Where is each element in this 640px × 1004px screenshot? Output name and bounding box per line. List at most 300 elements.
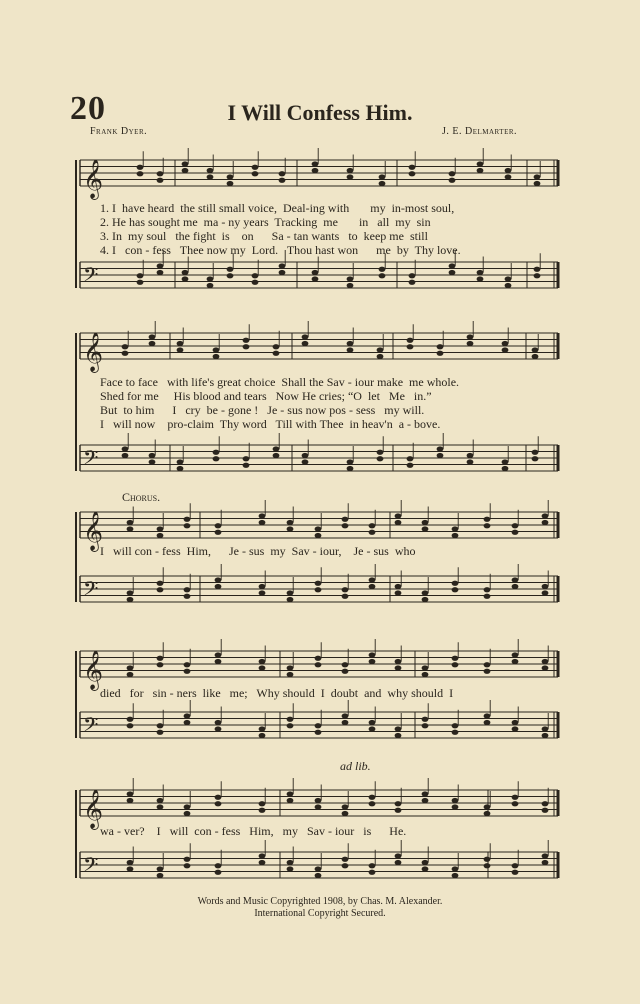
system-2-treble-notehead bbox=[213, 354, 220, 359]
system-4-treble-notehead bbox=[215, 659, 222, 664]
system-2-treble-notehead bbox=[437, 351, 444, 356]
system-4-treble-notehead bbox=[512, 652, 519, 657]
system-5-treble-notehead bbox=[452, 798, 459, 803]
system-4-treble-notehead bbox=[422, 672, 429, 677]
system-5-treble-notehead bbox=[127, 791, 134, 796]
system-2-treble-notehead bbox=[149, 334, 156, 339]
system-5-treble-notehead bbox=[484, 811, 491, 816]
bass-clef: 𝄢 bbox=[83, 446, 99, 474]
ad-lib-marking: ad lib. bbox=[340, 759, 371, 773]
system-2-treble-notehead bbox=[502, 347, 509, 352]
system-2-treble-notehead bbox=[213, 347, 220, 352]
system-1-treble-notehead bbox=[227, 174, 234, 179]
system-3-treble-notehead bbox=[215, 530, 222, 535]
bass-clef: 𝄢 bbox=[83, 853, 99, 881]
system-3-treble-notehead bbox=[127, 526, 134, 531]
verse-4-line-a: 4. I con - fess Thee now my Lord. Thou hast won me by Thy love. bbox=[100, 243, 461, 257]
system-1-bass-notehead bbox=[207, 276, 214, 281]
bass-clef: 𝄢 bbox=[83, 713, 99, 741]
system-3-treble-notehead bbox=[369, 530, 376, 535]
chorus-label: Chorus. bbox=[122, 490, 161, 504]
system-2-bass-notehead bbox=[149, 453, 156, 458]
system-4-treble-notehead bbox=[127, 672, 134, 677]
system-2-treble-notehead bbox=[377, 354, 384, 359]
system-2-treble-notehead bbox=[177, 347, 184, 352]
system-3-treble-notehead bbox=[395, 513, 402, 518]
system-2-treble-notehead bbox=[243, 338, 250, 343]
system-3-bass-notehead bbox=[369, 577, 376, 582]
chorus-line-2: died for sin - ners like me; Why should I doubt and why should I bbox=[100, 686, 454, 700]
system-2-bass-notehead bbox=[377, 456, 384, 461]
system-5-bass-notehead bbox=[395, 860, 402, 865]
system-1-bass-notehead bbox=[137, 280, 144, 285]
system-5-treble-notehead bbox=[422, 798, 429, 803]
system-4-bass-notehead bbox=[484, 713, 491, 718]
system-2-treble-notehead bbox=[407, 338, 414, 343]
system-2-bass-notehead bbox=[347, 466, 354, 471]
system-5-bass-notehead bbox=[369, 870, 376, 875]
system-5-bass-notehead bbox=[342, 857, 349, 862]
system-5-treble-notehead bbox=[342, 811, 349, 816]
system-4-treble-notehead bbox=[452, 656, 459, 661]
system-4-bass-notehead bbox=[369, 720, 376, 725]
system-4-bass-notehead bbox=[395, 726, 402, 731]
system-3-treble-notehead bbox=[259, 513, 266, 518]
system-3-treble-notehead bbox=[542, 520, 549, 525]
system-3-treble-notehead bbox=[452, 526, 459, 531]
system-5-bass-notehead bbox=[157, 873, 164, 878]
system-1-bass-notehead bbox=[157, 270, 164, 275]
system-4-bass-notehead bbox=[184, 720, 191, 725]
system-4-bass-notehead bbox=[512, 726, 519, 731]
copyright-line-2: International Copyright Secured. bbox=[254, 908, 386, 919]
system-1-bass-notehead bbox=[379, 273, 386, 278]
system-1-bass-notehead bbox=[347, 276, 354, 281]
system-1-bass-notehead bbox=[505, 283, 512, 288]
system-4-treble-notehead bbox=[259, 665, 266, 670]
system-3-treble-notehead bbox=[484, 523, 491, 528]
system-3-bass-notehead bbox=[157, 587, 164, 592]
hymn-title: I Will Confess Him. bbox=[227, 100, 413, 125]
system-3-bass-notehead bbox=[452, 587, 459, 592]
system-5-treble-notehead bbox=[259, 801, 266, 806]
system-2-treble-notehead bbox=[273, 351, 280, 356]
system-3-bass-notehead bbox=[315, 581, 322, 586]
system-4-treble-notehead bbox=[215, 652, 222, 657]
system-4-bass-notehead bbox=[369, 726, 376, 731]
system-4-bass-notehead bbox=[287, 717, 294, 722]
system-1-bass-notehead bbox=[409, 273, 416, 278]
system-3-bass-notehead bbox=[369, 584, 376, 589]
system-2-bass-notehead bbox=[213, 456, 220, 461]
system-5-bass-notehead bbox=[452, 866, 459, 871]
system-5-bass-notehead bbox=[452, 873, 459, 878]
chorus-line-3: wa - ver? I will con - fess Him, my Sav - iour is He. bbox=[100, 824, 407, 838]
system-5-treble-notehead bbox=[542, 808, 549, 813]
system-2-treble-notehead bbox=[302, 334, 309, 339]
system-2-treble-notehead bbox=[532, 347, 539, 352]
system-2-bass-notehead bbox=[347, 459, 354, 464]
system-5-treble-notehead bbox=[259, 808, 266, 813]
system-1-bass-notehead bbox=[449, 263, 456, 268]
system-3-bass-notehead bbox=[512, 577, 519, 582]
system-1-treble-notehead bbox=[252, 165, 259, 170]
system-3-bass-notehead bbox=[215, 577, 222, 582]
system-2-treble-notehead bbox=[502, 341, 509, 346]
system-4-bass-notehead bbox=[215, 726, 222, 731]
system-2-bass-notehead bbox=[273, 453, 280, 458]
system-5-treble-notehead bbox=[369, 795, 376, 800]
system-4-treble-notehead bbox=[452, 662, 459, 667]
verse-2-line-b: Shed for me His blood and tears Now He cries; “O let Me in.” bbox=[100, 389, 432, 403]
system-4-treble-notehead bbox=[484, 669, 491, 674]
system-3-treble-notehead bbox=[184, 517, 191, 522]
treble-clef: 𝄞 bbox=[83, 650, 104, 690]
system-3-bass-notehead bbox=[287, 597, 294, 602]
system-5-bass-notehead bbox=[342, 863, 349, 868]
system-1-bass-notehead bbox=[409, 280, 416, 285]
system-4-treble-notehead bbox=[484, 662, 491, 667]
system-5-bass-notehead bbox=[184, 863, 191, 868]
system-1-treble-notehead bbox=[409, 165, 416, 170]
system-2-bass-notehead bbox=[532, 456, 539, 461]
system-2-treble-notehead bbox=[273, 344, 280, 349]
system-3-bass-notehead bbox=[157, 581, 164, 586]
system-2-bass-notehead bbox=[213, 450, 220, 455]
system-2-bass-notehead bbox=[122, 446, 129, 451]
system-1-treble-notehead bbox=[409, 171, 416, 176]
system-3-bass-notehead bbox=[452, 581, 459, 586]
system-2-treble-notehead bbox=[122, 351, 129, 356]
system-3-bass-notehead bbox=[184, 594, 191, 599]
system-4-treble-notehead bbox=[422, 665, 429, 670]
system-3-bass-notehead bbox=[259, 590, 266, 595]
system-2-bass-notehead bbox=[243, 463, 250, 468]
system-3-treble-notehead bbox=[422, 520, 429, 525]
system-1-bass-notehead bbox=[312, 270, 319, 275]
system-5-bass-notehead bbox=[259, 853, 266, 858]
system-5-bass-notehead bbox=[287, 860, 294, 865]
system-3-treble-notehead bbox=[342, 517, 349, 522]
system-5-bass-notehead bbox=[484, 857, 491, 862]
system-3-bass-notehead bbox=[422, 590, 429, 595]
system-4-treble-notehead bbox=[157, 662, 164, 667]
system-3-bass-notehead bbox=[484, 594, 491, 599]
system-1-treble-notehead bbox=[477, 168, 484, 173]
system-2-treble-notehead bbox=[437, 344, 444, 349]
system-1-bass-notehead bbox=[477, 270, 484, 275]
system-4-bass-notehead bbox=[259, 733, 266, 738]
system-2-treble-notehead bbox=[532, 354, 539, 359]
system-1-treble-notehead bbox=[157, 171, 164, 176]
system-2-bass-notehead bbox=[177, 459, 184, 464]
system-5-treble-notehead bbox=[422, 791, 429, 796]
system-5-bass-notehead bbox=[542, 853, 549, 858]
system-2-bass-notehead bbox=[302, 459, 309, 464]
system-3-treble-notehead bbox=[484, 517, 491, 522]
system-3-bass-notehead bbox=[259, 584, 266, 589]
system-4-bass-notehead bbox=[127, 723, 134, 728]
system-5-treble-notehead bbox=[184, 804, 191, 809]
system-5-bass-notehead bbox=[157, 866, 164, 871]
system-5-bass-notehead bbox=[422, 860, 429, 865]
system-1-treble-notehead bbox=[347, 174, 354, 179]
system-4-bass-notehead bbox=[127, 717, 134, 722]
system-5-bass-notehead bbox=[127, 860, 134, 865]
system-1-bass-notehead bbox=[347, 283, 354, 288]
composer-credit: J. E. Delmarter. bbox=[442, 126, 518, 137]
chorus-line-1: I will con - fess Him, Je - sus my Sav - iour, Je - sus who bbox=[100, 544, 416, 558]
system-1-treble-notehead bbox=[207, 168, 214, 173]
system-5-bass-notehead bbox=[395, 853, 402, 858]
verse-1-line-a: 1. I have heard the still small voice, Deal-ing with my in-most soul, bbox=[100, 201, 455, 215]
system-5-treble-notehead bbox=[342, 804, 349, 809]
system-5-bass-notehead bbox=[287, 866, 294, 871]
system-1-bass-notehead bbox=[312, 276, 319, 281]
system-4-treble-notehead bbox=[287, 665, 294, 670]
system-5-treble-notehead bbox=[484, 804, 491, 809]
system-1-bass-notehead bbox=[182, 270, 189, 275]
system-4-treble-notehead bbox=[287, 672, 294, 677]
system-4-bass-notehead bbox=[452, 730, 459, 735]
system-1-treble-notehead bbox=[227, 181, 234, 186]
copyright-line-1: Words and Music Copyrighted 1908, by Chas. M. Alexander. bbox=[197, 896, 443, 907]
system-5-treble-notehead bbox=[395, 801, 402, 806]
system-1-treble-notehead bbox=[312, 168, 319, 173]
system-3-treble-notehead bbox=[287, 526, 294, 531]
system-2-bass-notehead bbox=[407, 456, 414, 461]
system-1-bass-notehead bbox=[137, 273, 144, 278]
system-5-bass-notehead bbox=[184, 857, 191, 862]
system-4-bass-notehead bbox=[315, 730, 322, 735]
system-1-bass-notehead bbox=[449, 270, 456, 275]
system-2-treble-notehead bbox=[149, 341, 156, 346]
bass-clef: 𝄢 bbox=[83, 263, 99, 291]
verse-4-line-b: I will now pro-claim Thy word Till with Thee in heav'n a - bove. bbox=[100, 417, 441, 431]
system-3-bass-notehead bbox=[127, 597, 134, 602]
system-1-bass-notehead bbox=[227, 273, 234, 278]
system-2-bass-notehead bbox=[243, 456, 250, 461]
system-5-treble-notehead bbox=[215, 795, 222, 800]
system-4-treble-notehead bbox=[184, 662, 191, 667]
treble-clef: 𝄞 bbox=[83, 511, 104, 551]
system-3-bass-notehead bbox=[342, 594, 349, 599]
system-4-treble-notehead bbox=[342, 669, 349, 674]
system-4-treble-notehead bbox=[369, 652, 376, 657]
system-1-treble-notehead bbox=[137, 171, 144, 176]
system-2-treble-notehead bbox=[467, 334, 474, 339]
system-1-bass-notehead bbox=[477, 276, 484, 281]
treble-clef: 𝄞 bbox=[83, 332, 104, 372]
system-1-bass-notehead bbox=[157, 263, 164, 268]
system-1-treble-notehead bbox=[347, 168, 354, 173]
system-5-treble-notehead bbox=[542, 801, 549, 806]
system-5-bass-notehead bbox=[512, 863, 519, 868]
system-2-bass-notehead bbox=[532, 450, 539, 455]
verse-3-line-b: But to him I cry be - gone ! Je - sus now pos - sess my will. bbox=[100, 403, 425, 417]
system-5-bass-notehead bbox=[215, 870, 222, 875]
system-2-bass-notehead bbox=[177, 466, 184, 471]
system-1-treble-notehead bbox=[534, 181, 541, 186]
system-4-treble-notehead bbox=[184, 669, 191, 674]
system-1-treble-notehead bbox=[279, 171, 286, 176]
hymn-number: 20 bbox=[70, 90, 106, 127]
system-5-treble-notehead bbox=[287, 791, 294, 796]
system-4-bass-notehead bbox=[342, 720, 349, 725]
system-5-bass-notehead bbox=[215, 863, 222, 868]
system-5-treble-notehead bbox=[127, 798, 134, 803]
system-4-bass-notehead bbox=[215, 720, 222, 725]
system-1-bass-notehead bbox=[534, 273, 541, 278]
system-1-treble-notehead bbox=[449, 178, 456, 183]
system-3-bass-notehead bbox=[512, 584, 519, 589]
system-2-treble-notehead bbox=[122, 344, 129, 349]
system-3-bass-notehead bbox=[287, 590, 294, 595]
system-1-treble-notehead bbox=[252, 171, 259, 176]
system-4-bass-notehead bbox=[452, 723, 459, 728]
system-5-bass-notehead bbox=[315, 866, 322, 871]
system-1-treble-notehead bbox=[477, 161, 484, 166]
system-2-bass-notehead bbox=[407, 463, 414, 468]
system-1-treble-notehead bbox=[505, 168, 512, 173]
system-5-treble-notehead bbox=[512, 801, 519, 806]
author-credit: Frank Dyer. bbox=[90, 126, 148, 137]
system-2-treble-notehead bbox=[302, 341, 309, 346]
system-2-treble-notehead bbox=[347, 341, 354, 346]
system-1-bass-notehead bbox=[534, 267, 541, 272]
system-4-treble-notehead bbox=[127, 665, 134, 670]
system-5-treble-notehead bbox=[287, 798, 294, 803]
system-5-treble-notehead bbox=[452, 804, 459, 809]
verse-1-line-b: Face to face with life's great choice Shall the Sav - iour make me whole. bbox=[100, 375, 460, 389]
system-3-treble-notehead bbox=[315, 533, 322, 538]
system-5-treble-notehead bbox=[157, 804, 164, 809]
system-5-bass-notehead bbox=[542, 860, 549, 865]
system-4-bass-notehead bbox=[512, 720, 519, 725]
system-2-treble-notehead bbox=[177, 341, 184, 346]
system-1-bass-notehead bbox=[279, 263, 286, 268]
system-4-bass-notehead bbox=[259, 726, 266, 731]
system-5-treble-notehead bbox=[157, 798, 164, 803]
system-4-treble-notehead bbox=[512, 659, 519, 664]
system-5-bass-notehead bbox=[259, 860, 266, 865]
system-4-bass-notehead bbox=[342, 713, 349, 718]
system-3-bass-notehead bbox=[484, 587, 491, 592]
system-1-bass-notehead bbox=[207, 283, 214, 288]
system-2-bass-notehead bbox=[122, 453, 129, 458]
system-4-treble-notehead bbox=[315, 656, 322, 661]
system-2-bass-notehead bbox=[502, 466, 509, 471]
system-1-treble-notehead bbox=[312, 161, 319, 166]
system-5-bass-notehead bbox=[369, 863, 376, 868]
system-4-bass-notehead bbox=[395, 733, 402, 738]
system-2-treble-notehead bbox=[467, 341, 474, 346]
system-4-treble-notehead bbox=[542, 659, 549, 664]
system-4-bass-notehead bbox=[542, 726, 549, 731]
system-1-bass-notehead bbox=[379, 267, 386, 272]
system-1-bass-notehead bbox=[182, 276, 189, 281]
system-5-bass-notehead bbox=[422, 866, 429, 871]
system-2-bass-notehead bbox=[377, 450, 384, 455]
system-4-treble-notehead bbox=[259, 659, 266, 664]
system-5-bass-notehead bbox=[512, 870, 519, 875]
system-1-bass-notehead bbox=[279, 270, 286, 275]
system-1-treble-notehead bbox=[137, 165, 144, 170]
system-3-bass-notehead bbox=[542, 584, 549, 589]
system-4-bass-notehead bbox=[542, 733, 549, 738]
system-5-bass-notehead bbox=[127, 866, 134, 871]
system-5-treble-notehead bbox=[315, 798, 322, 803]
system-3-treble-notehead bbox=[512, 523, 519, 528]
system-5-treble-notehead bbox=[184, 811, 191, 816]
system-1-treble-notehead bbox=[449, 171, 456, 176]
system-2-treble-notehead bbox=[243, 344, 250, 349]
system-1-treble-notehead bbox=[534, 174, 541, 179]
system-3-bass-notehead bbox=[342, 587, 349, 592]
system-4-bass-notehead bbox=[422, 717, 429, 722]
system-1-treble-notehead bbox=[182, 168, 189, 173]
system-2-bass-notehead bbox=[437, 453, 444, 458]
system-5-treble-notehead bbox=[369, 801, 376, 806]
system-4-treble-notehead bbox=[315, 662, 322, 667]
system-4-bass-notehead bbox=[287, 723, 294, 728]
system-3-treble-notehead bbox=[512, 530, 519, 535]
system-5-bass-notehead bbox=[315, 873, 322, 878]
system-5-treble-notehead bbox=[395, 808, 402, 813]
system-4-treble-notehead bbox=[369, 659, 376, 664]
system-3-treble-notehead bbox=[369, 523, 376, 528]
system-3-treble-notehead bbox=[184, 523, 191, 528]
system-1-treble-notehead bbox=[207, 174, 214, 179]
system-2-bass-notehead bbox=[437, 446, 444, 451]
system-1-treble-notehead bbox=[505, 174, 512, 179]
system-2-bass-notehead bbox=[149, 459, 156, 464]
system-4-bass-notehead bbox=[157, 730, 164, 735]
system-1-treble-notehead bbox=[157, 178, 164, 183]
system-2-bass-notehead bbox=[302, 453, 309, 458]
system-4-bass-notehead bbox=[184, 713, 191, 718]
system-3-treble-notehead bbox=[395, 520, 402, 525]
system-5-bass-notehead bbox=[484, 863, 491, 868]
system-3-treble-notehead bbox=[157, 526, 164, 531]
system-1-bass-notehead bbox=[252, 280, 259, 285]
system-4-bass-notehead bbox=[315, 723, 322, 728]
system-1-bass-notehead bbox=[227, 267, 234, 272]
system-3-bass-notehead bbox=[395, 590, 402, 595]
system-3-bass-notehead bbox=[395, 584, 402, 589]
system-1-treble-notehead bbox=[379, 174, 386, 179]
system-5-treble-notehead bbox=[512, 795, 519, 800]
system-4-treble-notehead bbox=[157, 656, 164, 661]
system-3-treble-notehead bbox=[542, 513, 549, 518]
system-3-treble-notehead bbox=[315, 526, 322, 531]
system-2-bass-notehead bbox=[273, 446, 280, 451]
system-4-treble-notehead bbox=[342, 662, 349, 667]
system-3-treble-notehead bbox=[422, 526, 429, 531]
system-3-treble-notehead bbox=[287, 520, 294, 525]
system-3-treble-notehead bbox=[342, 523, 349, 528]
bass-clef: 𝄢 bbox=[83, 577, 99, 605]
system-1-treble-notehead bbox=[279, 178, 286, 183]
system-2-bass-notehead bbox=[467, 453, 474, 458]
system-4-bass-notehead bbox=[484, 720, 491, 725]
system-3-treble-notehead bbox=[157, 533, 164, 538]
system-4-treble-notehead bbox=[542, 665, 549, 670]
system-3-treble-notehead bbox=[452, 533, 459, 538]
system-2-bass-notehead bbox=[467, 459, 474, 464]
treble-clef: 𝄞 bbox=[83, 159, 104, 199]
system-3-bass-notehead bbox=[215, 584, 222, 589]
